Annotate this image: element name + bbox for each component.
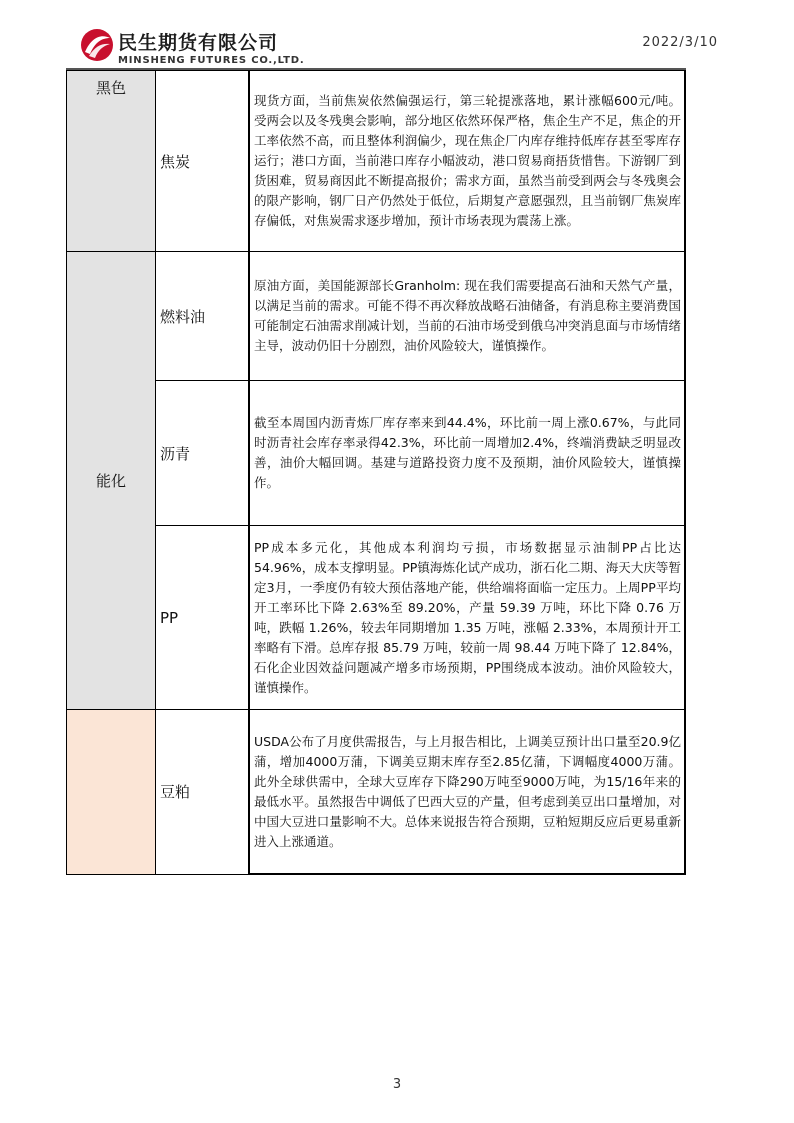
commodity-analysis-table [66,70,686,875]
item-pp: PP [156,526,250,710]
category-agri [67,710,156,875]
analysis-pp: PP成本多元化，其他成本利润均亏损，市场数据显示油制PP占比达54.96%，成本支撑明显。PP镇海炼化试产成功，浙石化二期、海天大庆等暂定3月，一季度仍有较大预估落地产能，供给端将面临一定压力。上周PP平均开工率环比下降 2.63%至 89.20%，产量 59.39 万吨，环比下降 0.76 万吨，跌幅 1.26%，较去年同期增加 1.35 万吨，涨幅 2.33%，本周预计开工率略有下滑。总库存报 85.79 万吨，较前一周 98.44 万吨下降了 12.84%，石化企业因效益问题减产增多市场预期，PP围绕成本波动。油价风险较大，谨慎操作。 [249,526,685,710]
analysis-asphalt: 截至本周国内沥青炼厂库存率来到44.4%，环比前一周上涨0.67%，与此同时沥青社会库存率录得42.3%，环比前一周增加2.4%，终端消费缺乏明显改善，油价大幅回调。基建与道路投资力度不及预期，油价风险较大，谨慎操作。 [249,381,685,526]
table-row [67,71,686,252]
table-row [67,381,686,526]
table-row [67,710,686,875]
item-asphalt: 沥青 [156,381,250,526]
item-soymeal: 豆粕 [156,710,250,875]
analysis-coke: 现货方面，当前焦炭依然偏强运行，第三轮提涨落地，累计涨幅600元/吨。受两会以及冬残奥会影响，部分地区依然环保严格，焦企生产不足，焦企的开工率依然不高，而且整体利润偏少，现在焦企厂内库存维持低库存甚至零库存运行；港口方面，当前港口库存小幅波动，港口贸易商捂货惜售。下游钢厂到货困难，贸易商因此不断提高报价；需求方面，虽然当前受到两会与冬残奥会的限产影响，钢厂日产仍然处于低位，后期复产意愿强烈，且当前钢厂焦炭库存偏低，对焦炭需求逐步增加，预计市场表现为震荡上涨。 [249,71,685,252]
company-name-en: MINSHENG FUTURES CO.,LTD. [118,55,305,66]
table-row [67,252,686,381]
company-name-cn: 民生期货有限公司 [118,32,279,54]
page-number: 3 [392,1077,402,1092]
analysis-soymeal: USDA公布了月度供需报告，与上月报告相比，上调美豆预计出口量至20.9亿蒲，增加4000万蒲，下调美豆期末库存至2.85亿蒲，下调幅度4000万蒲。此外全球供需中，全球大豆库存下降290万吨至9000万吨，为15/16年来的最低水平。虽然报告中调低了巴西大豆的产量，但考虑到美豆出口量增加，对中国大豆进口量影响不大。总体来说报告符合预期，豆粕短期反应后更易重新进入上涨通道。 [249,710,685,875]
report-date: 2022/3/10 [642,35,718,50]
table-row [67,526,686,710]
category-energy-chem: 能化 [67,252,156,710]
minsheng-logo-icon [80,28,114,62]
page-header [0,0,794,70]
item-fuel-oil: 燃料油 [156,252,250,381]
analysis-fuel-oil: 原油方面，美国能源部长Granholm: 现在我们需要提高石油和天然气产量，以满足当前的需求。可能不得不再次释放战略石油储备，有消息称主要消费国可能制定石油需求削减计划，当前的石油市场受到俄乌冲突消息面与市场情绪主导，波动仍旧十分剧烈，油价风险较大，谨慎操作。 [249,252,685,381]
item-coke: 焦炭 [156,71,250,252]
category-black: 黑色 [67,71,156,252]
